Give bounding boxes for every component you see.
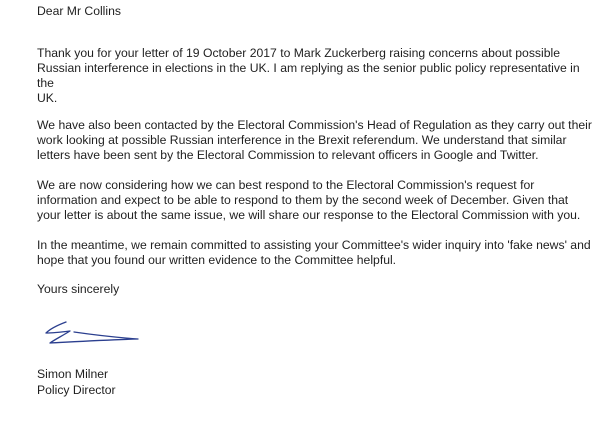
- closing: Yours sincerely: [37, 282, 120, 296]
- paragraph-1: Thank you for your letter of 19 October 2017 to Mark Zuckerberg raising concerns about possible Russian interference in elections in the UK. I am replying as the senior public policy representative in the UK.: [37, 46, 580, 105]
- signatory-name: Simon Milner: [37, 367, 109, 381]
- salutation: Dear Mr Collins: [37, 4, 121, 18]
- paragraph-4: In the meantime, we remain committed to assisting your Committee's wider inquiry into 'fake news' and hope that you found our written evidence to the Committee helpful.: [37, 238, 591, 267]
- signature: [40, 312, 160, 358]
- signatory-title: Policy Director: [37, 383, 116, 397]
- paragraph-3: We are now considering how we can best respond to the Electoral Commission's request for information and expect to be able to respond to them by the second week of December. Given that your letter is about the same issue, we will share our response to the Electoral Commission with you.: [37, 178, 581, 222]
- paragraph-2: We have also been contacted by the Electoral Commission's Head of Regulation as they carry out their work looking at possible Russian interference in the Brexit referendum. We understand that similar letters have been sent by the Electoral Commission to relevant officers in Google and Twitter.: [37, 118, 592, 162]
